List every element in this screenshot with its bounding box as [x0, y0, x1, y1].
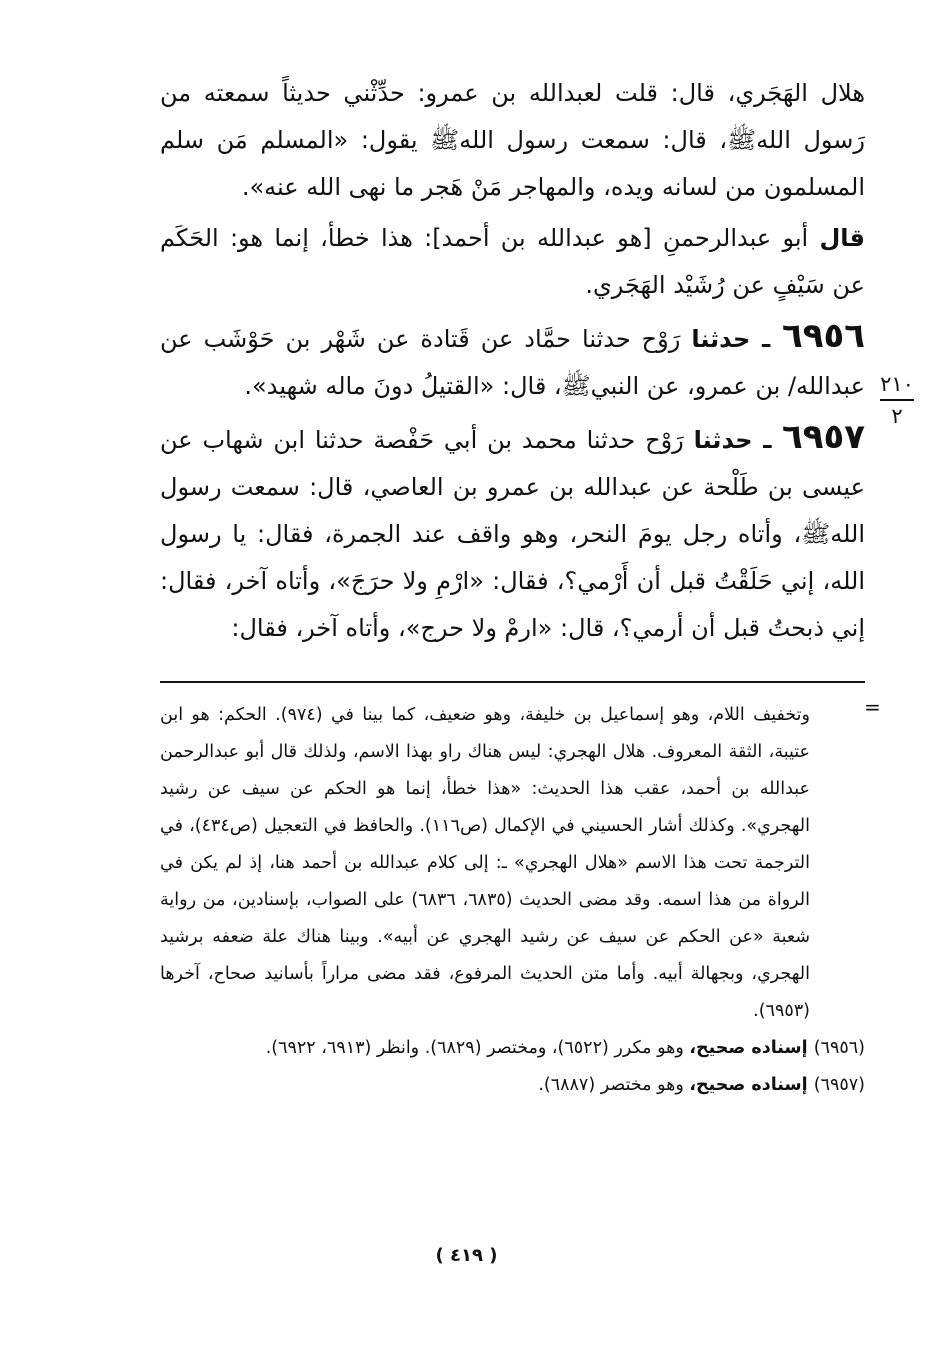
hadith-6957 [160, 414, 865, 652]
paragraph-commentary [160, 215, 865, 309]
footnote-continued: وتخفيف اللام، وهو إسماعيل بن خليفة، وهو ضعيف، كما بينا في (٩٧٤). الحكم: هو ابن عتيبة، الثقة المعروف. هلال الهجري: ليس هناك راو بهذا الاسم، ولذلك قال أبو عبدالرحمن عبدالله بن أحمد، عقب هذا الحديث: «هذا خطأ، إنما هو الحكم عن سيف عن رشيد الهجري». وكذلك أشار الحسيني في الإكمال (ص١١٦). والحافظ في التعجيل (ص٤٣٤)، في الترجمة تحت هذا الاسم «هلال الهجري» ـ: إلى كلام عبدالله بن أحمد هنا، إذ لم يكن في الرواة من هذا اسمه. وقد مضى الحديث (٦٨٣٥، ٦٨٣٦) على الصواب، بإسنادين، من رواية شعبة «عن الحكم عن سيف عن رشيد الهجري عن أبيه». وبينا هناك علة ضعفه برشيد الهجري، وبجهالة أبيه. وأما متن الحديث المرفوع، فقد مضى مراراً بأسانيد صحاح، آخرها (٦٩٥٣). [160, 705, 810, 1021]
footnote-ref: (٦٩٥٦) [813, 1038, 865, 1058]
hadith-number: ٦٩٥٧ [781, 417, 865, 457]
commentary-lead: قال [819, 224, 865, 252]
commentary-text: أبو عبدالرحمنِ [هو عبدالله بن أحمد]: هذا خطأ، إنما هو: الحَكَم عن سَيْفٍ عن رُشَيْد الهَجَري. [160, 224, 865, 299]
footnote-6957 [160, 1067, 865, 1104]
main-text [160, 70, 865, 656]
footnotes [160, 697, 865, 1104]
footnote-separator [160, 681, 865, 683]
paragraph-continuation: هلال الهَجَري، قال: قلت لعبدالله بن عمرو: حدِّثْني حديثاً سمعته من رَسول اللهﷺ، قال: سمعت رسول اللهﷺ يقول: «المسلم مَن سلم المسلمون من لسانه ويده، والمهاجر مَنْ هَجر ما نهى الله عنه». [160, 79, 865, 201]
footnote-grading: إسناده صحيح، [689, 1075, 814, 1095]
margin-reference-top: ٢١٠ [880, 372, 914, 396]
page-number: ( ٤١٩ ) [435, 1245, 498, 1266]
footnote-text: وهو مختصر (٦٨٨٧). [538, 1075, 690, 1095]
hadith-text: رَوْح حدثنا محمد بن أبي حَفْصة حدثنا ابن شهاب عن عيسى بن طَلْحة عن عبدالله بن عمرو بن العاصي، قال: سمعت رسول اللهﷺ، وأتاه رجل يومَ النحر، وهو واقف عند الجمرة، فقال: يا رسول الله، إني حَلَقْتُ قبل أن أَرْمي؟، فقال: «ارْمِ ولا حرَجَ»، وأتاه آخر، فقال: إني ذبحتُ قبل أن أرمي؟، قال: «ارمْ ولا حرج»، وأتاه آخر، فقال: [160, 426, 865, 642]
hadith-lead: حدثنا [693, 426, 753, 454]
footnote-6956 [160, 1030, 865, 1067]
footnote-text: وهو مكرر (٦٥٢٢)، ومختصر (٦٨٢٩). وانظر (٦٩١٣، ٦٩٢٢). [265, 1038, 690, 1058]
footnote-continuation-mark: = [864, 695, 881, 719]
hadith-text: رَوْح حدثنا حمَّاد عن قَتادة عن شَهْر بن حَوْشَب عن عبدالله/ بن عمرو، عن النبيﷺ، قال: «القتيلُ دونَ ماله شهيد». [160, 325, 865, 400]
hadith-lead: حدثنا [691, 325, 751, 353]
margin-volume-reference [872, 372, 922, 428]
margin-reference-rule [880, 399, 914, 401]
footnote-grading: إسناده صحيح، [689, 1038, 814, 1058]
footnote-ref: (٦٩٥٧) [813, 1075, 865, 1095]
hadith-dash: ـ [752, 426, 782, 454]
hadith-dash: ـ [750, 325, 782, 353]
hadith-6956 [160, 313, 865, 410]
margin-reference-bottom: ٢ [891, 404, 903, 428]
hadith-number: ٦٩٥٦ [781, 316, 865, 356]
